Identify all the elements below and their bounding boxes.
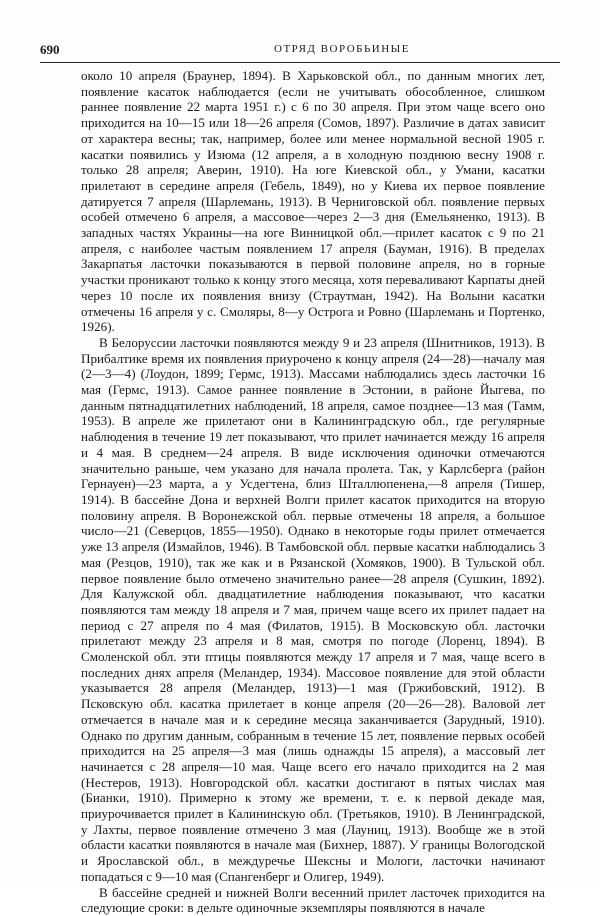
page-number: 690 (40, 42, 60, 57)
running-title: ОТРЯД ВОРОБЬИНЫЕ (274, 43, 410, 55)
body-text (81, 68, 545, 916)
paragraph: В бассейне средней и нижней Волги весенний прилет ласточек приходится на следующие сроки: в дельте одиночные экземпляры появляются в начале (81, 884, 545, 916)
paragraph: В Белоруссии ласточки появляются между 9 и 23 апреля (Шнитников, 1913). В Прибалтике время их появления приурочено к концу апреля (24—28)—началу мая (2—3—4) (Лоудон, 1899; Гермс, 1913). Массами наблюдались здесь ласточки 16 мая (Гермс, 1913). Самое раннее появление в Эстонии, в районе Йыгева, по данным пятнадцатилетних наблюдений, 18 апреля, самое позднее—13 мая (Тамм, 1953). В апреле же прилетают они в Калининградскую обл., где регулярные наблюдения в течение 19 лет показывают, что прилет начинается между 16 апреля и 4 мая. В среднем—24 апреля. В виде исключения одиночки отмечаются значительно раньше, чем указано для начала пролета. Так, у Карлсберга (район Гернауен)—23 марта, а у Усдегтена, близ Шталлюпенена,—8 апреля (Тишер, 1914). В бассейне Дона и верхней Волги прилет касаток приходится на вторую половину апреля. В Воронежской обл. первые отмечены 18 апреля, а большое число—21 (Северцов, 1855—1950). Однако в некоторые годы прилет отмечается уже 13 апреля (Измайлов, 1946). В Тамбовской обл. первые касатки наблюдались 3 мая (Резцов, 1910), так же как и в Рязанской (Хомяков, 1900). В Тульской обл. первое появление было отмечено значительно ранее—28 апреля (Сушкин, 1892). Для Калужской обл. двадцатилетние наблюдения показывают, что касатки появляются там между 18 апреля и 7 мая, причем чаще всего их прилет падает на период с 27 апреля по 4 мая (Филатов, 1915). В Московскую обл. ласточки прилетают между 23 апреля и 8 мая, смотря по погоде (Лоренц, 1894). В Смоленской обл. эти птицы появляются между 17 апреля и 7 мая, чаще всего в последних днях апреля (Меландер, 1934). Массовое появление для этой области указывается 28 апреля (Меландер, 1913)—1 мая (Гржибовский, 1912). В Псковскую обл. касатка прилетает в конце апреля (20—26—28). Валовой лет отмечается в начале мая и к середине месяца заканчивается (Зарудный, 1910). Однако по другим данным, собранным в течение 15 лет, появление первых особей приходится на 25 апреля—3 мая (лишь однажды 15 апреля), а массовый лет начинается с 28 апреля—10 мая. Чаще всего его начало приходится на 2 мая (Нестеров, 1913). Новгородской обл. касатки достигают в пятых числах мая (Бианки, 1910). Примерно к этому же времени, т. е. к первой декаде мая, приурочивается прилет в Калининскую обл. (Третьяков, 1910). В Ленинградской, у Лахты, первое появление отмечено 3 мая (Лауниц, 1913). Вообще же в этой области касатки появляются в начале мая (Бихнер, 1887). У границы Вологодской и Ярославской обл., в междуречье Шексны и Мологи, ласточки начинают попадаться с 9—10 мая (Спангенберг и Олигер, 1949). (81, 334, 545, 884)
paragraph: около 10 апреля (Браунер, 1894). В Харьковской обл., по данным многих лет, появление касаток наблюдается (если не учитывать обособленное, слишком раннее появление 22 марта 1951 г.) с 6 по 30 апреля. При этом чаще всего оно приходится на 10—15 или 18—26 апреля (Сомов, 1897). Различие в датах зависит от характера весны; так, например, более или менее нормальной весной 1905 г. касатки появились у Изюма (12 апреля, а в холодную позднюю весну 1908 г. только 28 апреля; Аверин, 1910). На юге Киевской обл., у Умани, касатки прилетают в середине апреля (Гебель, 1849), но у Киева их первое появление датируется 7 апреля (Шарлемань, 1913). В Черниговской обл. появление первых особей отмечено 6 апреля, а массовое—через 2—3 дня (Емельяненко, 1913). В западных частях Украины—на юге Винницкой обл.—прилет касаток с 9 по 21 апреля, с наиболее частым появлением 17 апреля (Бауман, 1916). В пределах Закарпатья ласточки показываются в первой половине апреля, но в горные участки проникают только к концу этого месяца, хотя переваливают Карпаты дней через 10 после их появления внизу (Страутман, 1942). На Волыни касатки отмечены 16 апреля у с. Смоляры, 8—у Острога и Ровно (Шарлемань и Портенко, 1926). (81, 68, 545, 335)
page-header (40, 40, 560, 63)
